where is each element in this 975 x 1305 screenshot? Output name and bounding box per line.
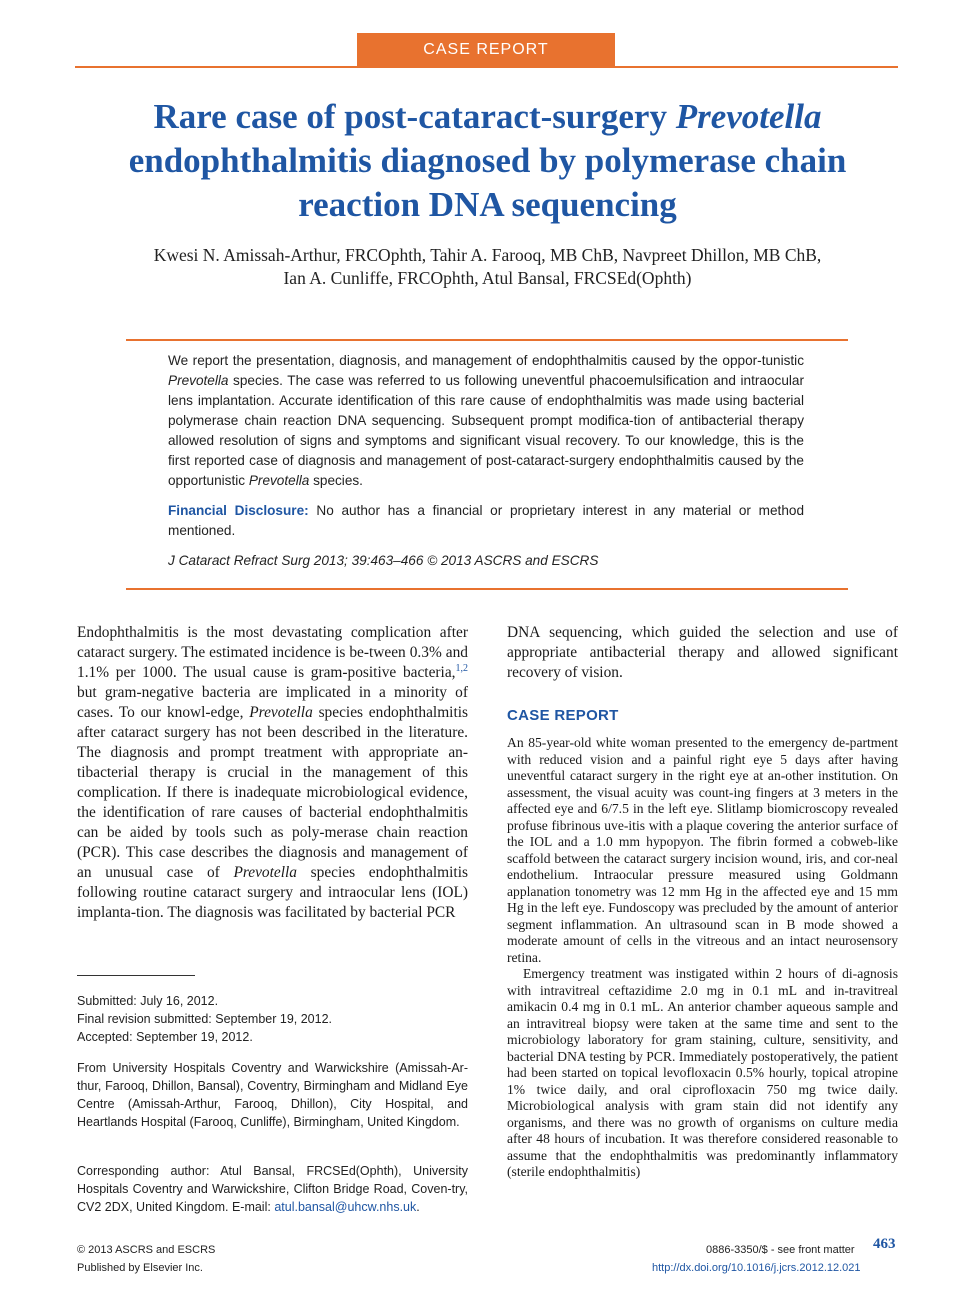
intro-a: Endophthalmitis is the most devastating complication after cataract surgery. The estimated incidence is be-tween 0.3% and 1.1% per 1000. The usual cause is gram-positive bacteria, [77, 624, 468, 681]
intro-italic1: Prevotella [249, 704, 313, 721]
financial-text: No author has a financial or proprietary interest in any material or method mentioned. [168, 503, 805, 538]
authors-line1: Kwesi N. Amissah-Arthur, FRCOphth, Tahir A. Farooq, MB ChB, Navpreet Dhillon, MB ChB, [153, 245, 822, 265]
corresponding-text: Corresponding author: Atul Bansal, FRCSEd(Ophth), University Hospitals Coventry and Warwickshire, Clifton Bridge Road, Coven-try, CV2 2DX, United Kingdom. E-mail: [77, 1164, 468, 1214]
abstract-bottom-rule [126, 588, 848, 590]
abstract-text [168, 351, 804, 491]
intro-paragraph [77, 623, 468, 923]
corresponding-footnote [77, 1162, 468, 1216]
abstract-top-rule [126, 339, 848, 341]
title-italic: Prevotella [675, 97, 822, 136]
abstract-italic2: Prevotella [248, 473, 310, 488]
doi-link[interactable]: http://dx.doi.org/10.1016/j.jcrs.2012.12.021 [652, 1262, 861, 1274]
revised-date: Final revision submitted: September 19, 2012. [77, 1012, 332, 1026]
case-paragraph-2: Emergency treatment was instigated within 2 hours of di-agnosis with intravitreal ceftazidime 2.0 mg in 0.1 mL and in-travitreal amikacin 0.4 mg in 0.1 mL. An anterior chamber aqueous sample and an intravitreal biopsy were taken at the same time and sent to the microbiology laboratory for gram staining, culture, sensitivity, and bacterial DNA testing by PCR. Immediately postoperatively, the patient had been started on topical levofloxacin 0.5% hourly, topical atropine 1% twice daily, and oral ciprofloxacin 750 mg twice daily. Microbiological analysis with gram stain did not identify any organisms, and there was no growth of organisms on culture media after 48 hours of incubation. It was therefore considered reasonable to assume that the endophthalmitis was predominantly inflammatory (sterile endophthalmitis) [507, 966, 898, 1179]
section-tag: CASE REPORT [357, 33, 615, 66]
email-link[interactable]: atul.bansal@uhcw.nhs.uk [274, 1200, 417, 1214]
case-paragraph-1: An 85-year-old white woman presented to the emergency de-partment with reduced vision and a painful right eye 5 days after having uneventful cataract surgery in the right eye at an-other institution. On assessment, the visual acuity was count-ing fingers at 3 meters in the affected eye and 6/7.5 in the left eye. Slitlamp biomicroscopy revealed profuse fibrinous uve-itis with a plaque covering the anterior surface of the IOL and a 1.0 mm hypopyon. The fibrin formed a cobweb-like scaffold between the cataract surgery incision wound, iris, and cor-neal endothelium. Intraocular pressure measured using Goldmann applanation tonometry was 12 mm Hg in the affected eye and 15 mm Hg in the left eye. Fundoscopy was precluded by the amount of anterior segment inflammation. An ultrasound scan in B mode showed a moderate amount of cells in the vitreous and an intact neurosensory retina. [507, 735, 898, 965]
intro-b: but gram-negative bacteria are implicated in a minority of cases. To our knowl-edge, [77, 684, 468, 721]
copyright: © 2013 ASCRS and ESCRS [77, 1244, 216, 1256]
header-rule [75, 66, 898, 68]
reference-link[interactable]: 1,2 [455, 662, 468, 674]
page-number: 463 [873, 1236, 896, 1252]
publisher: Published by Elsevier Inc. [77, 1262, 203, 1274]
journal-citation: J Cataract Refract Surg 2013; 39:463–466 © 2013 ASCRS and ESCRS [168, 553, 599, 568]
case-report-body [507, 735, 898, 1181]
authors-line2: Ian A. Cunliffe, FRCOphth, Atul Bansal, FRCSEd(Ophth) [283, 268, 692, 288]
abstract-end: species. [309, 473, 363, 488]
title-part2: endophthalmitis diagnosed by polymerase chain reaction DNA sequencing [128, 141, 847, 224]
title-part1: Rare case of post-cataract-surgery [153, 97, 676, 136]
intro-continued: DNA sequencing, which guided the selection and use of appropriate antibacterial therapy and allowed significant recovery of vision. [507, 624, 898, 681]
affiliation-footnote: From University Hospitals Coventry and Warwickshire (Amissah-Ar-thur, Farooq, Dhillon, Bansal), Coventry, Birmingham and Midland Eye Centre (Amissah-Arthur, Farooq, Dhillon), City Hospital, and Heartlands Hospital (Farooq, Cunliffe), Birmingham, United Kingdom. [77, 1061, 468, 1129]
dates-footnote [77, 992, 468, 1046]
footnote-rule [77, 975, 195, 976]
intro-c: species endophthalmitis after cataract surgery has not been described in the literature. The diagnosis and prompt treatment with appropriate an-tibacterial therapy is crucial in the management of this complication. If there is inadequate microbiological evidence, the identification of rare causes of bacterial endophthalmitis can be aided by tools such as poly-merase chain reaction (PCR). This case describes the diagnosis and management of an unusual case of [77, 704, 468, 881]
email-end: . [416, 1200, 420, 1214]
financial-disclosure [168, 501, 804, 541]
abstract-p1: We report the presentation, diagnosis, and management of endophthalmitis caused by the oppor-tunistic [168, 353, 804, 368]
case-report-heading: CASE REPORT [507, 707, 619, 724]
financial-label: Financial Disclosure: [168, 503, 309, 518]
submitted-date: Submitted: July 16, 2012. [77, 994, 219, 1008]
author-list [90, 244, 885, 290]
intro-italic2: Prevotella [233, 864, 297, 881]
abstract-italic1: Prevotella [168, 373, 229, 388]
intro-d: species endophthalmitis following routine cataract surgery and intraocular lens (IOL) implanta-tion. The diagnosis was facilitated by bacterial PCR [77, 864, 468, 921]
accepted-date: Accepted: September 19, 2012. [77, 1030, 253, 1044]
abstract-p2: species. The case was referred to us following uneventful phacoemulsification and intraocular lens implantation. Accurate identification of this rare cause of endophthalmitis was made using bacterial polymerase chain reaction DNA sequencing. Subsequent prompt modifica-tion of antibacterial therapy allowed resolution of signs and symptoms and significant visual recovery. To our knowledge, this is the first reported case of diagnosis and management of post-cataract-surgery endophthalmitis caused by the opportunistic [168, 373, 804, 488]
article-title [90, 95, 885, 227]
issn: 0886-3350/$ - see front matter [706, 1244, 855, 1256]
